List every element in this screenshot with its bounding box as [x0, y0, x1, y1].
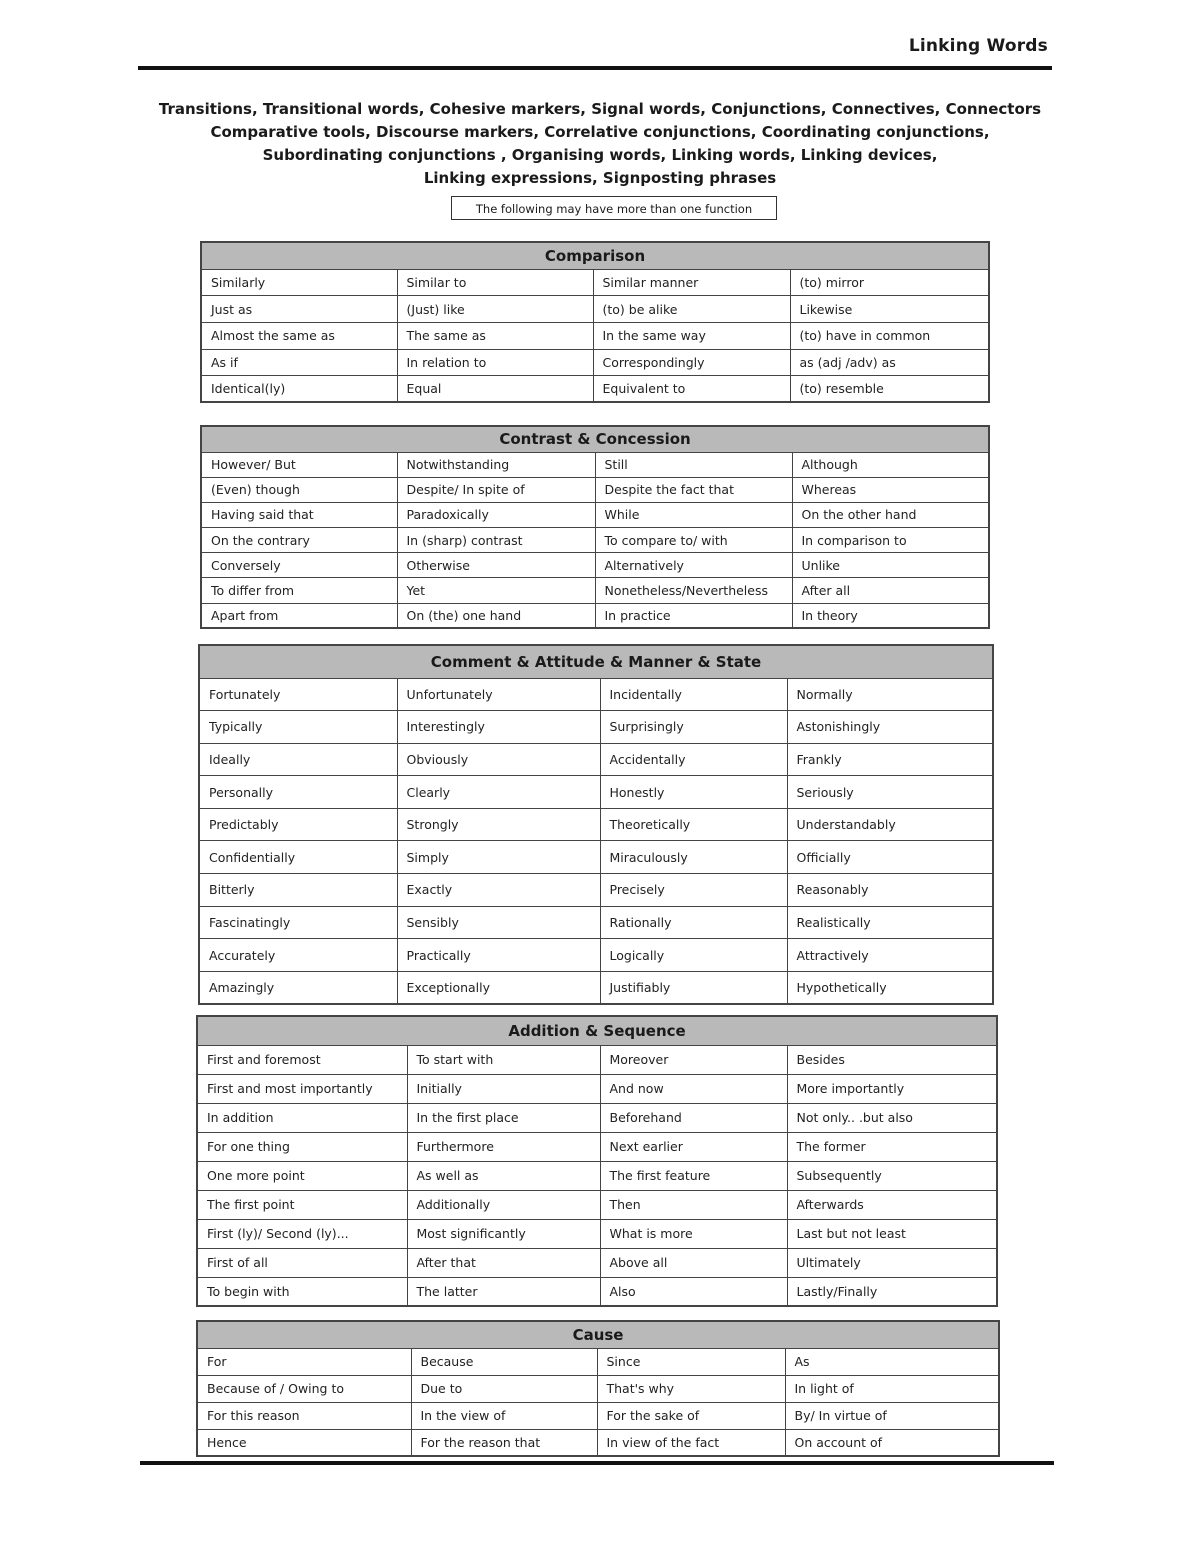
table-cell: Hence	[197, 1429, 411, 1456]
table-cell: Furthermore	[407, 1132, 600, 1161]
table-cell: In comparison to	[792, 528, 989, 553]
table-cell: Otherwise	[397, 553, 595, 578]
table-cell: Then	[600, 1190, 787, 1219]
table-cell: Realistically	[787, 906, 993, 939]
table-cell: Seriously	[787, 776, 993, 809]
table-cell: For one thing	[197, 1132, 407, 1161]
table-cell: What is more	[600, 1219, 787, 1248]
table-row	[201, 528, 989, 553]
table-cell: Fortunately	[199, 678, 397, 711]
intro-line: Transitions, Transitional words, Cohesive markers, Signal words, Conjunctions, Connectives, Connectors	[158, 100, 1042, 118]
table-cell: Due to	[411, 1375, 597, 1402]
table-cell: The first feature	[600, 1161, 787, 1190]
comment-attitude-table	[198, 644, 994, 1005]
table-cell: In the same way	[593, 322, 790, 349]
table-cell: Whereas	[792, 477, 989, 502]
table-row	[199, 874, 993, 907]
note-box: The following may have more than one function	[451, 196, 777, 220]
table-row	[197, 1132, 997, 1161]
section-body	[197, 1348, 999, 1456]
table-cell: In light of	[785, 1375, 999, 1402]
table-row	[199, 776, 993, 809]
table-cell: (Just) like	[397, 296, 593, 323]
table-cell: After that	[407, 1248, 600, 1277]
section-body	[197, 1045, 997, 1306]
intro-paragraph	[120, 98, 1080, 190]
table-cell: Subsequently	[787, 1161, 997, 1190]
table-cell: Paradoxically	[397, 502, 595, 527]
table-cell: Despite/ In spite of	[397, 477, 595, 502]
table-cell: Nonetheless/Nevertheless	[595, 578, 792, 603]
table-cell: Correspondingly	[593, 349, 790, 376]
table-cell: Above all	[600, 1248, 787, 1277]
table-cell: Since	[597, 1348, 785, 1375]
table-cell: In addition	[197, 1103, 407, 1132]
table-cell: Notwithstanding	[397, 452, 595, 477]
section-title: Comparison	[201, 242, 989, 269]
table-cell: Equivalent to	[593, 376, 790, 403]
table-cell: Rationally	[600, 906, 787, 939]
table-cell: Beforehand	[600, 1103, 787, 1132]
table-cell: Additionally	[407, 1190, 600, 1219]
table-cell: For the reason that	[411, 1429, 597, 1456]
table-cell: Exactly	[397, 874, 600, 907]
table-cell: The same as	[397, 322, 593, 349]
table-cell: Unfortunately	[397, 678, 600, 711]
table-cell: The former	[787, 1132, 997, 1161]
section-title: Contrast & Concession	[201, 426, 989, 452]
table-cell: Although	[792, 452, 989, 477]
section-body	[201, 452, 989, 628]
table-cell: Unlike	[792, 553, 989, 578]
table-cell: Almost the same as	[201, 322, 397, 349]
table-cell: By/ In virtue of	[785, 1402, 999, 1429]
table-cell: Accidentally	[600, 743, 787, 776]
table-cell: Because of / Owing to	[197, 1375, 411, 1402]
table-cell: In the view of	[411, 1402, 597, 1429]
table-cell: On the other hand	[792, 502, 989, 527]
table-cell: Equal	[397, 376, 593, 403]
table-row	[199, 743, 993, 776]
table-cell: (to) resemble	[790, 376, 989, 403]
table-cell: First and foremost	[197, 1045, 407, 1074]
table-cell: One more point	[197, 1161, 407, 1190]
table-row	[199, 711, 993, 744]
table-cell: Frankly	[787, 743, 993, 776]
table-row	[201, 376, 989, 403]
table-cell: (to) have in common	[790, 322, 989, 349]
table-cell: Theoretically	[600, 808, 787, 841]
table-cell: Astonishingly	[787, 711, 993, 744]
table-cell: As	[785, 1348, 999, 1375]
table-cell: However/ But	[201, 452, 397, 477]
table-cell: Because	[411, 1348, 597, 1375]
table-cell: (Even) though	[201, 477, 397, 502]
table-cell: Similar manner	[593, 269, 790, 296]
table-row	[201, 578, 989, 603]
table-row	[197, 1429, 999, 1456]
table-row	[201, 296, 989, 323]
table-cell: And now	[600, 1074, 787, 1103]
table-cell: On account of	[785, 1429, 999, 1456]
table-cell: Afterwards	[787, 1190, 997, 1219]
table-cell: In practice	[595, 603, 792, 628]
table-cell: Similar to	[397, 269, 593, 296]
table-cell: To compare to/ with	[595, 528, 792, 553]
table-cell: The first point	[197, 1190, 407, 1219]
table-cell: Still	[595, 452, 792, 477]
table-cell: While	[595, 502, 792, 527]
table-row	[201, 349, 989, 376]
bottom-divider	[140, 1461, 1054, 1465]
table-row	[197, 1348, 999, 1375]
table-cell: Miraculously	[600, 841, 787, 874]
table-cell: Besides	[787, 1045, 997, 1074]
table-cell: Lastly/Finally	[787, 1277, 997, 1306]
table-cell: Surprisingly	[600, 711, 787, 744]
table-cell: As well as	[407, 1161, 600, 1190]
table-cell: In the first place	[407, 1103, 600, 1132]
table-cell: Personally	[199, 776, 397, 809]
table-cell: To begin with	[197, 1277, 407, 1306]
page-title: Linking Words	[908, 36, 1048, 56]
table-row	[199, 808, 993, 841]
table-cell: Precisely	[600, 874, 787, 907]
table-cell: Yet	[397, 578, 595, 603]
table-cell: Honestly	[600, 776, 787, 809]
table-cell: Accurately	[199, 939, 397, 972]
table-cell: First of all	[197, 1248, 407, 1277]
table-cell: Exceptionally	[397, 971, 600, 1004]
table-cell: First and most importantly	[197, 1074, 407, 1103]
table-row	[201, 269, 989, 296]
table-cell: Logically	[600, 939, 787, 972]
table-cell: Next earlier	[600, 1132, 787, 1161]
table-row	[197, 1375, 999, 1402]
table-cell: Attractively	[787, 939, 993, 972]
table-cell: Ultimately	[787, 1248, 997, 1277]
table-cell: Having said that	[201, 502, 397, 527]
table-cell: More importantly	[787, 1074, 997, 1103]
table-cell: Identical(ly)	[201, 376, 397, 403]
table-cell: After all	[792, 578, 989, 603]
table-cell: To start with	[407, 1045, 600, 1074]
table-row	[201, 502, 989, 527]
table-cell: Most significantly	[407, 1219, 600, 1248]
table-cell: Obviously	[397, 743, 600, 776]
addition-sequence-table	[196, 1015, 998, 1307]
table-cell: Interestingly	[397, 711, 600, 744]
table-cell: Justifiably	[600, 971, 787, 1004]
table-row	[201, 452, 989, 477]
table-row	[197, 1103, 997, 1132]
cause-table	[196, 1320, 1000, 1457]
table-cell: In view of the fact	[597, 1429, 785, 1456]
table-cell: Clearly	[397, 776, 600, 809]
intro-line: Linking expressions, Signposting phrases	[423, 169, 777, 187]
table-row	[201, 603, 989, 628]
table-row	[201, 553, 989, 578]
table-cell: Typically	[199, 711, 397, 744]
table-row	[199, 971, 993, 1004]
table-cell: On (the) one hand	[397, 603, 595, 628]
table-cell: That's why	[597, 1375, 785, 1402]
table-cell: Normally	[787, 678, 993, 711]
table-cell: Practically	[397, 939, 600, 972]
table-row	[197, 1402, 999, 1429]
table-row	[201, 322, 989, 349]
table-cell: Fascinatingly	[199, 906, 397, 939]
table-row	[197, 1074, 997, 1103]
table-cell: On the contrary	[201, 528, 397, 553]
table-cell: Similarly	[201, 269, 397, 296]
table-cell: Apart from	[201, 603, 397, 628]
table-cell: Likewise	[790, 296, 989, 323]
table-cell: as (adj /adv) as	[790, 349, 989, 376]
table-cell: The latter	[407, 1277, 600, 1306]
table-cell: Ideally	[199, 743, 397, 776]
table-cell: Strongly	[397, 808, 600, 841]
table-cell: As if	[201, 349, 397, 376]
table-cell: Conversely	[201, 553, 397, 578]
table-row	[199, 841, 993, 874]
table-cell: (to) mirror	[790, 269, 989, 296]
table-cell: Sensibly	[397, 906, 600, 939]
table-cell: First (ly)/ Second (ly)...	[197, 1219, 407, 1248]
table-cell: Bitterly	[199, 874, 397, 907]
section-body	[201, 269, 989, 402]
table-cell: Also	[600, 1277, 787, 1306]
top-divider	[138, 66, 1052, 70]
table-cell: Moreover	[600, 1045, 787, 1074]
table-cell: (to) be alike	[593, 296, 790, 323]
table-cell: For the sake of	[597, 1402, 785, 1429]
table-cell: In relation to	[397, 349, 593, 376]
table-row	[197, 1248, 997, 1277]
table-row	[199, 678, 993, 711]
table-cell: To differ from	[201, 578, 397, 603]
table-cell: Predictably	[199, 808, 397, 841]
table-row	[199, 939, 993, 972]
contrast-concession-table	[200, 425, 990, 629]
table-cell: In theory	[792, 603, 989, 628]
section-title: Cause	[197, 1321, 999, 1348]
table-cell: Just as	[201, 296, 397, 323]
table-row	[197, 1219, 997, 1248]
table-cell: Despite the fact that	[595, 477, 792, 502]
table-row	[197, 1277, 997, 1306]
table-cell: Last but not least	[787, 1219, 997, 1248]
table-cell: In (sharp) contrast	[397, 528, 595, 553]
table-cell: Amazingly	[199, 971, 397, 1004]
comparison-table	[200, 241, 990, 403]
intro-line: Comparative tools, Discourse markers, Correlative conjunctions, Coordinating conjunctions,	[210, 123, 990, 141]
table-cell: For	[197, 1348, 411, 1375]
table-cell: Simply	[397, 841, 600, 874]
table-row	[199, 906, 993, 939]
table-row	[197, 1045, 997, 1074]
section-title: Addition & Sequence	[197, 1016, 997, 1045]
table-cell: For this reason	[197, 1402, 411, 1429]
table-cell: Officially	[787, 841, 993, 874]
table-cell: Not only.. .but also	[787, 1103, 997, 1132]
section-body	[199, 678, 993, 1004]
section-title: Comment & Attitude & Manner & State	[199, 645, 993, 678]
table-cell: Initially	[407, 1074, 600, 1103]
intro-line: Subordinating conjunctions , Organising words, Linking words, Linking devices,	[262, 146, 938, 164]
table-cell: Alternatively	[595, 553, 792, 578]
table-cell: Reasonably	[787, 874, 993, 907]
table-cell: Incidentally	[600, 678, 787, 711]
table-cell: Hypothetically	[787, 971, 993, 1004]
table-cell: Confidentially	[199, 841, 397, 874]
table-row	[197, 1190, 997, 1219]
table-row	[201, 477, 989, 502]
table-cell: Understandably	[787, 808, 993, 841]
table-row	[197, 1161, 997, 1190]
